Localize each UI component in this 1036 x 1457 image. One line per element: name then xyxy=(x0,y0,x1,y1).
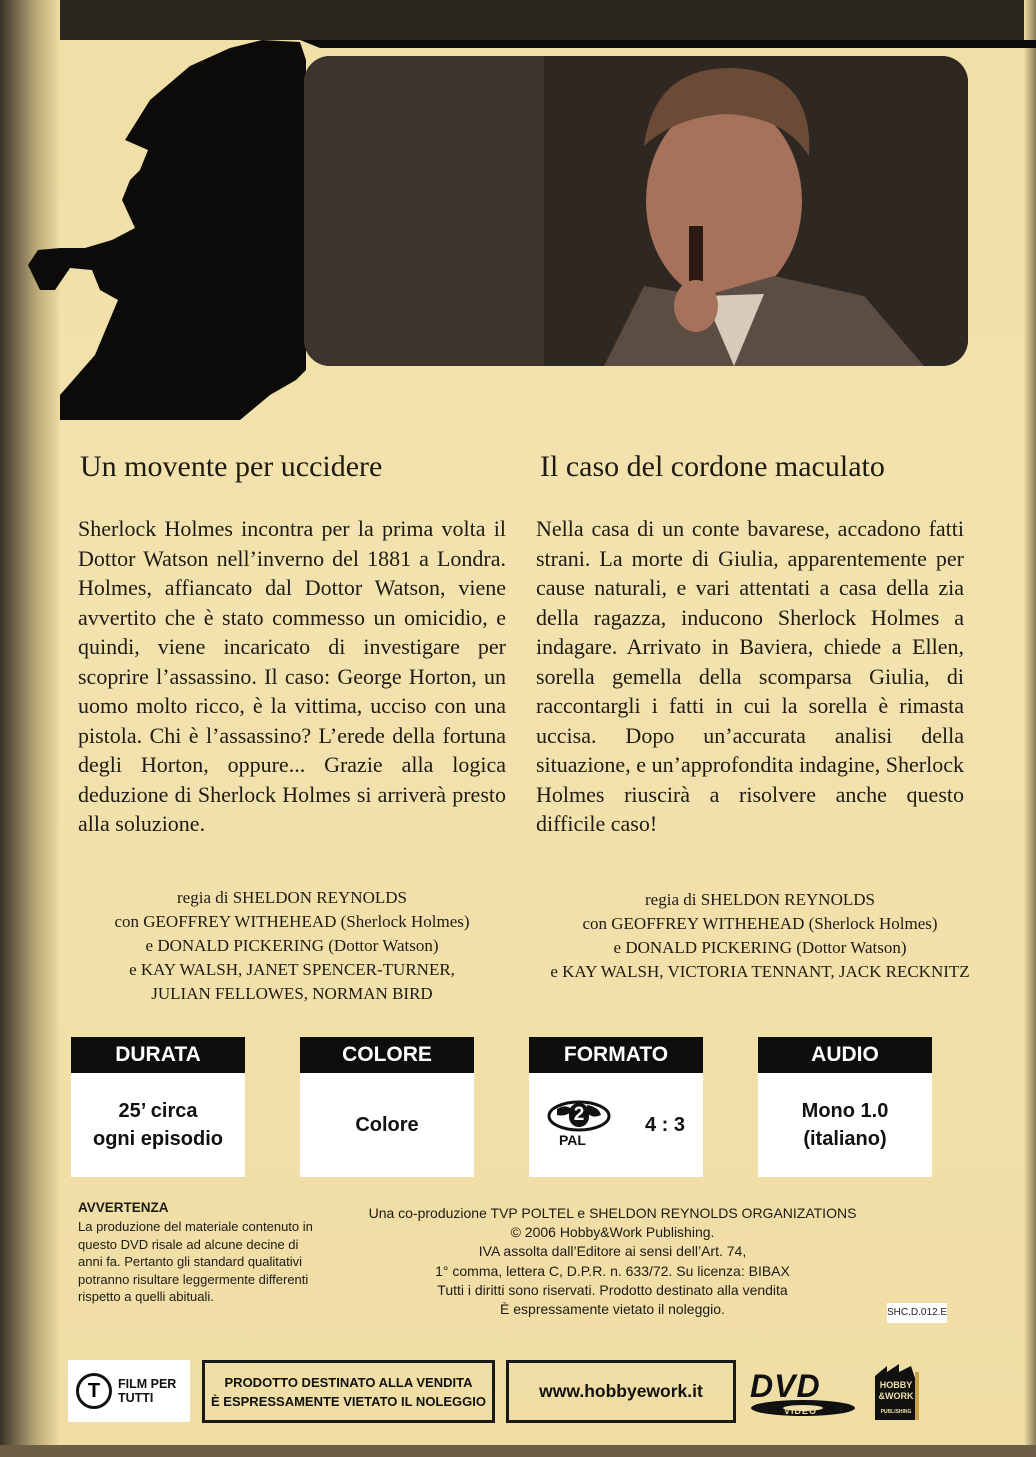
credit-names: DONALD PICKERING xyxy=(625,938,793,957)
legal-line: 1° comma, lettera C, D.P.R. n. 633/72. Su licenza: BIBAX xyxy=(435,1262,790,1279)
credit-names: GEOFFREY WITHEHEAD xyxy=(143,912,337,931)
episode-2-synopsis: Nella casa di un conte bavarese, accadono fatti strani. La morte di Giulia, apparentemente per cause naturali, e vari attentati a casa della zia della ragazza, inducono Sherlock Holmes a indagare. Arrivato in Baviera, chiede a Ellen, sorella gemella della scomparsa Giulia, di raccontargli i fatti in cui la sorella è rimasta uccisa. Dopo un’accurata analisi della situazione, e un’approfondita indagine, Sherlock Holmes riuscirà a risolvere anche questo difficile caso! xyxy=(536,516,964,836)
credit-prefix: regia di xyxy=(645,890,697,909)
rating-badge xyxy=(68,1360,190,1422)
case-bottom-edge xyxy=(0,1445,1036,1457)
spec-colore-label: COLORE xyxy=(300,1037,474,1073)
credit-prefix: e xyxy=(129,960,137,979)
spec-formato-label: FORMATO xyxy=(529,1037,703,1073)
dvd-video-logo xyxy=(744,1370,862,1424)
credit-names: SHELDON REYNOLDS xyxy=(232,888,407,907)
dvd-logo-text: DVD xyxy=(750,1368,821,1404)
credit-role: (Dottor Watson) xyxy=(328,936,439,955)
episode-1-synopsis: Sherlock Holmes incontra per la prima volta il Dottor Watson nell’inverno del 1881 a Londra. Holmes, affiancato dal Dottor Watson, viene avvertito che è stato commesso un omicidio, e quindi, viene incaricato di investigare per scoprire l’assassino. Il caso: George Horton, un uomo molto ricco, è la vittima, ucciso con una pistola. Chi è l’assassino? L’erede della fortuna degli Horton, oppure... Grazie alla logica deduzione di Sherlock Holmes si arriverà presto alla soluzione. xyxy=(78,516,506,836)
credit-line xyxy=(82,958,502,982)
credit-names: KAY WALSH, VICTORIA TENNANT, JACK RECKNITZ xyxy=(562,962,970,981)
warning-block xyxy=(78,1199,313,1305)
product-code: SHC.D.012.E xyxy=(887,1303,947,1323)
publisher-line3: PUBLISHING xyxy=(880,1409,912,1415)
rating-mark: T xyxy=(87,1379,101,1402)
spec-audio-label: AUDIO xyxy=(758,1037,932,1073)
credit-role: (Sherlock Holmes) xyxy=(340,912,470,931)
credit-line xyxy=(540,936,980,960)
credit-line xyxy=(540,960,980,984)
credit-names: DONALD PICKERING xyxy=(157,936,325,955)
credit-prefix: con xyxy=(114,912,139,931)
spec-durata xyxy=(71,1037,245,1177)
episode-1-title: Un movente per uccidere xyxy=(80,450,383,483)
dvd-logo-sub: VIDEO xyxy=(784,1406,818,1416)
legal-notice xyxy=(335,1204,890,1319)
credit-role: (Dottor Watson) xyxy=(796,938,907,957)
spec-durata-value xyxy=(71,1073,245,1177)
credit-line xyxy=(82,886,502,910)
credit-names: KAY WALSH, JANET SPENCER-TURNER, xyxy=(140,960,455,979)
legal-line: IVA assolta dall’Editore ai sensi dell’Art. 74, xyxy=(478,1243,747,1260)
spec-durata-label: DURATA xyxy=(71,1037,245,1073)
publisher-line2: &WORK xyxy=(878,1391,914,1401)
legal-line: Una co-produzione TVP POLTEL e SHELDON REYNOLDS ORGANIZATIONS xyxy=(368,1205,857,1221)
legal-line: © 2006 Hobby&Work Publishing. xyxy=(510,1224,715,1241)
warning-text: La produzione del materiale contenuto in questo DVD risale ad alcune decine di anni fa. Pertanto gli standard qualitativi potranno risultare leggermente differenti rispetto a quelli abituali. xyxy=(78,1219,313,1305)
spec-audio-value xyxy=(758,1073,932,1177)
spec-audio-line1: Mono 1.0 xyxy=(801,1100,889,1122)
credit-line xyxy=(82,982,502,1006)
credit-names: SHELDON REYNOLDS xyxy=(700,890,875,909)
spec-durata-line1: 25’ circa xyxy=(118,1100,198,1122)
rating-line2: TUTTI xyxy=(118,1391,154,1405)
sale-only-notice xyxy=(202,1360,495,1423)
spec-colore xyxy=(300,1037,474,1177)
publisher-line1: HOBBY xyxy=(879,1380,913,1390)
region-number: 2 xyxy=(569,1103,589,1127)
spec-durata-line2: ogni episodio xyxy=(93,1128,223,1150)
notice-line1: PRODOTTO DESTINATO ALLA VENDITA xyxy=(224,1374,473,1390)
warning-title: AVVERTENZA xyxy=(78,1200,169,1215)
credit-line xyxy=(540,912,980,936)
credit-line xyxy=(540,888,980,912)
credit-prefix: e xyxy=(145,936,154,955)
legal-line: Tutti i diritti sono riservati. Prodotto destinato alla vendita xyxy=(437,1281,788,1298)
credit-prefix: e xyxy=(550,962,558,981)
spec-formato-value xyxy=(529,1073,703,1177)
legal-line: È espressamente vietato il noleggio. xyxy=(500,1301,725,1318)
region-pal-icon xyxy=(547,1099,611,1151)
video-system: PAL xyxy=(558,1132,586,1148)
spec-colore-value: Colore xyxy=(355,1114,419,1136)
spec-audio-line2: (italiano) xyxy=(803,1128,887,1150)
website-link[interactable]: www.hobbyework.it xyxy=(506,1360,736,1423)
spec-audio xyxy=(758,1037,932,1177)
credit-names: JULIAN FELLOWES, NORMAN BIRD xyxy=(151,984,433,1003)
episode-2-credits xyxy=(540,888,980,984)
credit-line xyxy=(82,934,502,958)
aspect-ratio: 4 : 3 xyxy=(644,1114,686,1136)
credit-prefix: con xyxy=(582,914,607,933)
credit-prefix: e xyxy=(613,938,622,957)
rating-t-icon xyxy=(76,1373,112,1409)
notice-line2: È ESPRESSAMENTE VIETATO IL NOLEGGIO xyxy=(211,1393,486,1409)
rating-line1: FILM PER xyxy=(118,1377,177,1391)
episode-1-credits xyxy=(82,886,502,1006)
credit-role: (Sherlock Holmes) xyxy=(808,914,938,933)
credit-names: GEOFFREY WITHEHEAD xyxy=(611,914,805,933)
credit-line xyxy=(82,910,502,934)
spec-formato xyxy=(529,1037,703,1177)
episode-2-title: Il caso del cordone maculato xyxy=(540,450,885,483)
publisher-logo xyxy=(871,1362,921,1424)
credit-prefix: regia di xyxy=(177,888,229,907)
episode-still-image xyxy=(304,56,968,366)
